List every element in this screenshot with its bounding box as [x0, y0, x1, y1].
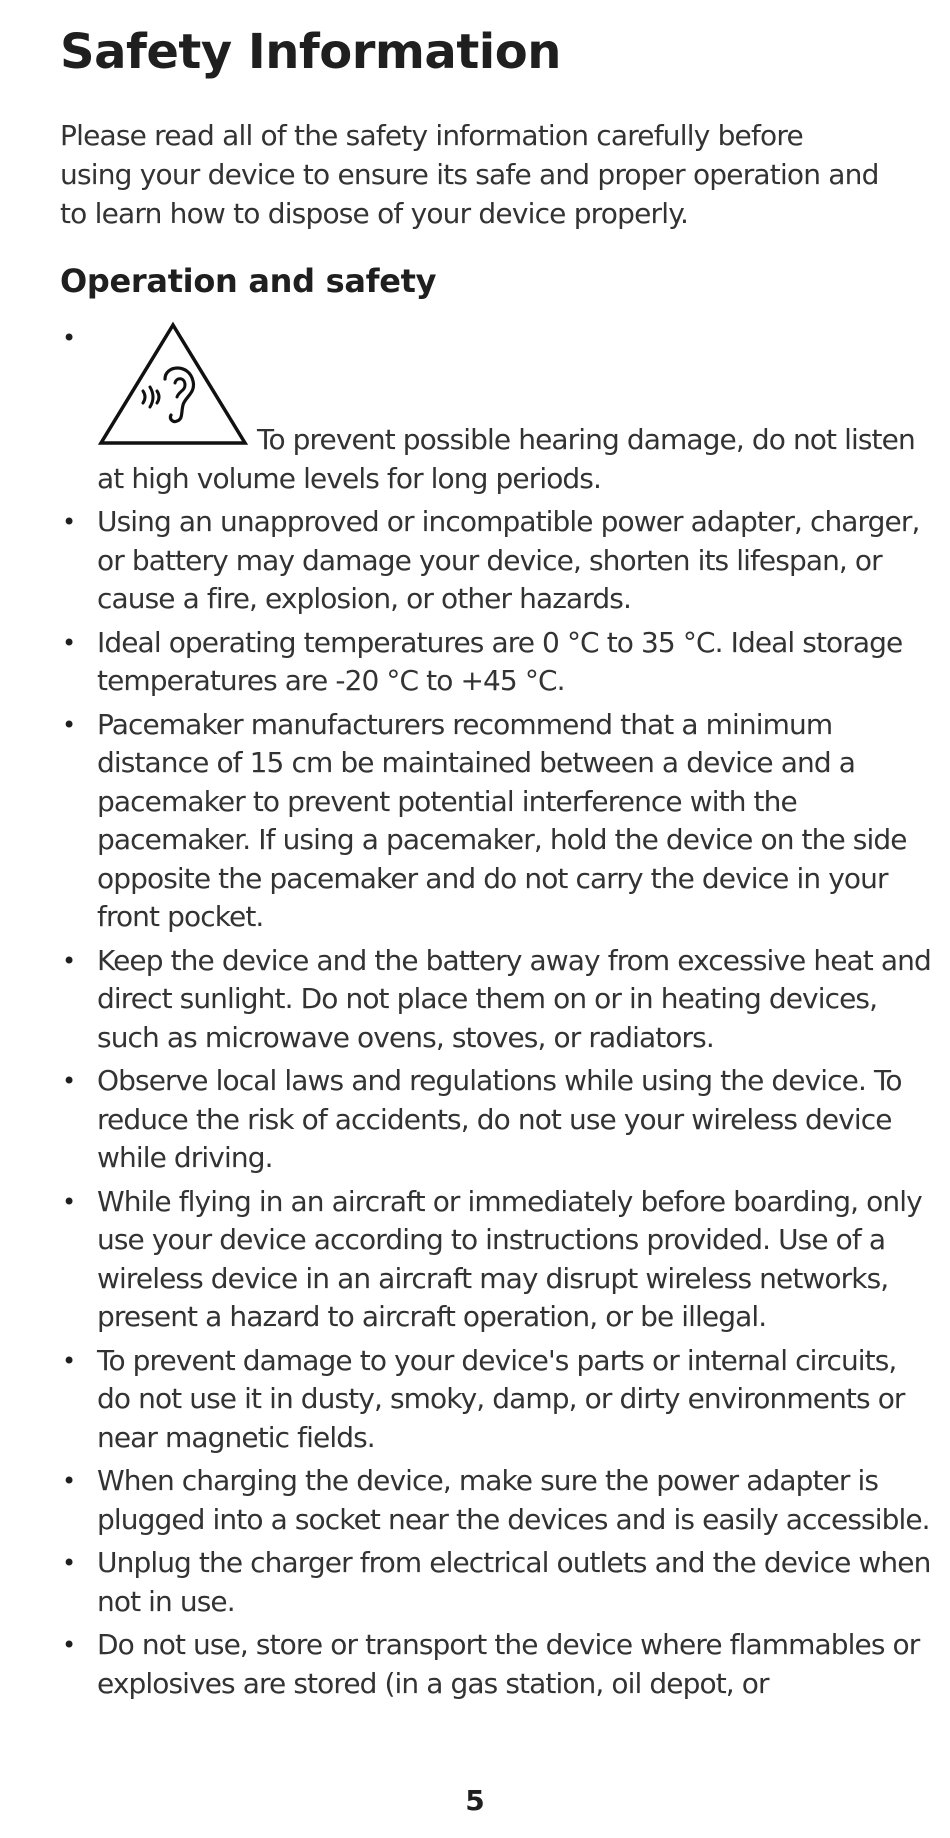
- bullet-dot: •: [62, 324, 76, 352]
- list-item: [60, 1462, 932, 1539]
- bullet-text: Do not use, store or transport the device where flammables or explosives are stored (in a gas station, oil depot, or: [97, 1628, 920, 1700]
- list-item: [60, 1342, 932, 1458]
- safety-bullet-list: [60, 319, 931, 1703]
- bullet-text: When charging the device, make sure the power adapter is plugged into a socket near the devices and is easily accessible.: [97, 1464, 930, 1536]
- list-item: [60, 1626, 932, 1703]
- bullet-text: To prevent damage to your device's parts or internal circuits, do not use it in dusty, smoky, damp, or dirty environments or near magnetic fields.: [97, 1343, 905, 1454]
- list-item: [60, 624, 932, 701]
- bullet-text: To prevent possible hearing damage, do not listen at high volume levels for long periods.: [97, 423, 915, 495]
- list-item: [60, 319, 932, 498]
- bullet-dot: •: [62, 1187, 76, 1216]
- bullet-dot: •: [62, 1467, 76, 1495]
- bullet-dot: •: [62, 1549, 76, 1577]
- section-heading: Operation and safety: [60, 262, 437, 300]
- bullet-text: Using an unapproved or incompatible power adapter, charger, or battery may damage your device, shorten its lifespan, or cause a fire, explosion, or other hazards.: [97, 505, 920, 615]
- list-item: [60, 706, 932, 937]
- bullet-dot: •: [62, 628, 76, 657]
- list-item: [60, 1544, 932, 1621]
- page-number: 5: [465, 1784, 485, 1817]
- intro-paragraph: Please read all of the safety information carefully before using your device to ensure its safe and proper operation and to learn how to dispose of your device properly.: [60, 119, 879, 230]
- bullet-text: While flying in an aircraft or immediately before boarding, only use your device according to instructions provided. Use of a wireless device in an aircraft may disrupt wireless networks, present a hazard to aircraft operation, or be illegal.: [97, 1184, 922, 1333]
- list-item: [60, 942, 932, 1058]
- list-item: [60, 1183, 932, 1337]
- bullet-dot: •: [62, 946, 76, 975]
- list-item: [60, 1062, 932, 1178]
- bullet-text: Unplug the charger from electrical outlets and the device when not in use.: [97, 1546, 931, 1618]
- bullet-dot: •: [62, 1067, 76, 1095]
- bullet-text: Observe local laws and regulations while using the device. To reduce the risk of accidents, do not use your wireless device while driving.: [97, 1064, 902, 1174]
- document-page: [60, 0, 931, 1708]
- list-item: [60, 503, 932, 619]
- bullet-text: Keep the device and the battery away from excessive heat and direct sunlight. Do not place them on or in heating devices, such as microwave ovens, stoves, or radiators.: [97, 943, 931, 1054]
- bullet-dot: •: [62, 710, 76, 739]
- bullet-text: Ideal operating temperatures are 0 °C to 35 °C. Ideal storage temperatures are -20 °C to +45 °C.: [97, 625, 903, 697]
- hearing-damage-warning-icon: [97, 319, 249, 449]
- bullet-dot: •: [62, 1631, 76, 1659]
- bullet-dot: •: [62, 1346, 76, 1375]
- bullet-text: Pacemaker manufacturers recommend that a minimum distance of 15 cm be maintained between a device and a pacemaker to prevent potential interference with the pacemaker. If using a pacemaker, hold the device on the side opposite the pacemaker and do not carry the device in your front pocket.: [97, 707, 907, 933]
- bullet-dot: •: [62, 508, 76, 536]
- page-title: Safety Information: [60, 24, 561, 80]
